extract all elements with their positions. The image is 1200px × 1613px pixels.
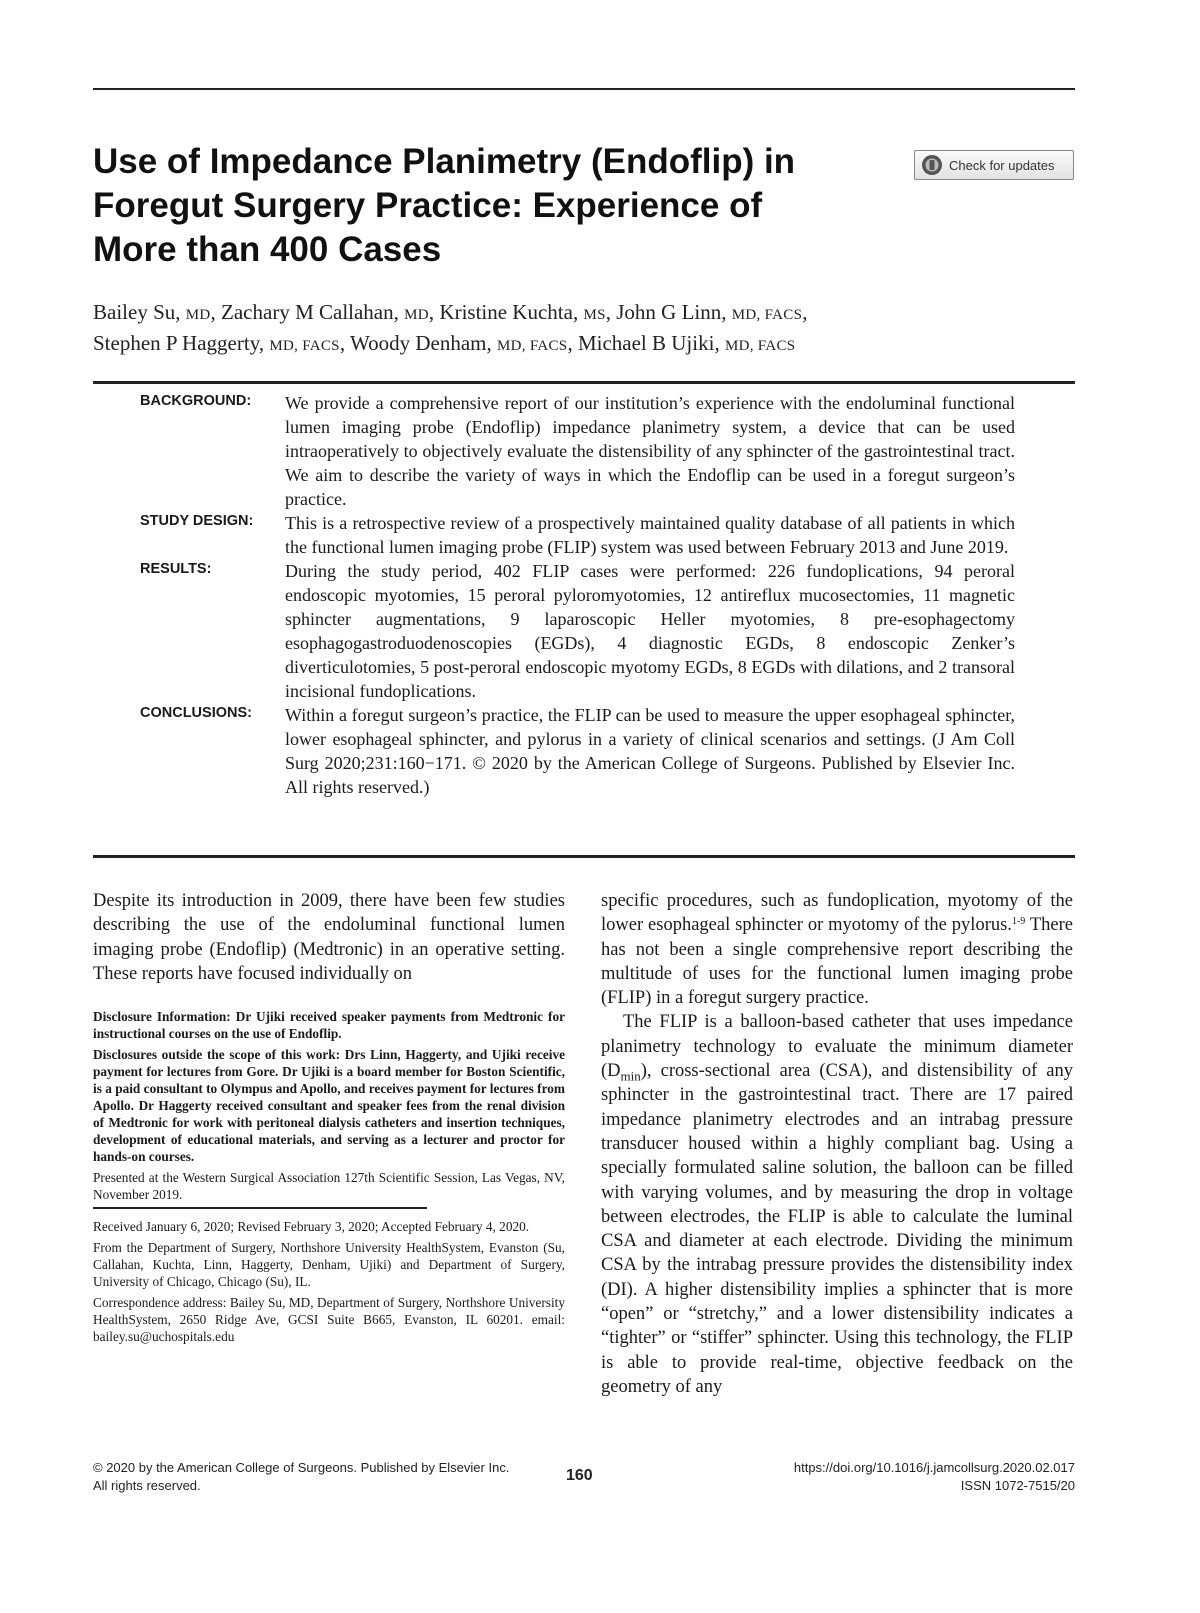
- outside-disclosure-note: Disclosures outside the scope of this work: Drs Linn, Haggerty, and Ujiki receive payment for lectures from Gore. Dr Ujiki is a board member for Boston Scientific, is a paid consultant to Olympus and Apollo, and receives payment for lectures from Apollo. Dr Haggerty received consultant and speaker fees from the renal division of Medtronic for work with peritoneal dialysis catheters and insertion techniques, development of educational materials, and serving as a lecturer and proctor for hands-on courses.: [93, 1047, 565, 1164]
- doi-link[interactable]: https://doi.org/10.1016/j.jamcollsurg.2020.02.017: [793, 1460, 1075, 1475]
- abstract-results: [140, 559, 1015, 703]
- author-name: Bailey Su: [93, 300, 176, 324]
- text-run: specific procedures, such as fundoplication, myotomy of the lower esophageal sphincter or myotomy of the pylorus.: [601, 891, 1073, 936]
- article-title: [93, 140, 893, 272]
- correspondence-note: Correspondence address: Bailey Su, MD, Department of Surgery, Northshore University HealthSystem, 2650 Ridge Ave, GCSI Suite B665, Evanston, IL 60201. email: bailey.su@uchospitals.edu: [93, 1295, 565, 1344]
- body-paragraph: Despite its introduction in 2009, there have been few studies describing the use of the endoluminal functional lumen imaging probe (Endoflip) (Medtronic) in an operative setting. These reports have focused individually on: [93, 891, 565, 984]
- abstract-label: CONCLUSIONS:: [140, 705, 252, 721]
- abstract-bottom-rule: [93, 855, 1075, 858]
- subscript-min: min: [620, 1068, 641, 1084]
- abstract-label: STUDY DESIGN:: [140, 513, 254, 529]
- author-degree: MD: [185, 307, 211, 323]
- presented-note: Presented at the Western Surgical Association 127th Scientific Session, Las Vegas, NV, November 2019.: [93, 1170, 565, 1202]
- footer-doi: [794, 1459, 1075, 1495]
- footer-copyright: [93, 1459, 509, 1495]
- abstract-study-design: [140, 511, 1015, 559]
- title-line: Foregut Surgery Practice: Experience of: [93, 186, 763, 225]
- issn-text: ISSN 1072-7515/20: [960, 1478, 1075, 1493]
- text-run: There has not been a single comprehensive report describing the multitude of uses for the functional lumen imaging probe (FLIP) in a foregut surgery practice.: [601, 915, 1073, 1009]
- check-for-updates-button[interactable]: [914, 150, 1074, 180]
- check-for-updates-label: Check for updates: [949, 157, 1055, 173]
- abstract-text: During the study period, 402 FLIP cases were performed: 226 fundoplications, 94 peroral endoscopic myotomies, 15 peroral pyloromyotomies, 12 antireflux mucosectomies, 11 magnetic sphincter augmentations, 9 laparoscopic Heller myotomies, 8 pre-esophagectomy esophagogastroduodenoscopies (EGDs), 4 diagnostic EGDs, 8 endoscopic Zenker’s diverticulotomies, 5 post-peroral endoscopic myotomy EGDs, 8 EGDs with dilations, and 2 transoral incisional fundoplications.: [285, 561, 1015, 701]
- title-line: Use of Impedance Planimetry (Endoflip) in: [93, 142, 796, 181]
- disclosure-note: Disclosure Information: Dr Ujiki received speaker payments from Medtronic for instructional courses on the use of Endoflip.: [93, 1009, 565, 1041]
- affiliation-note: From the Department of Surgery, Northshore University HealthSystem, Evanston (Su, Callahan, Kuchta, Linn, Haggerty, Denham, Ujiki) and Department of Surgery, University of Chicago, Chicago (Su), IL.: [93, 1240, 565, 1289]
- body-paragraph: [601, 889, 1073, 1010]
- abstract-conclusions: [140, 703, 1015, 799]
- author-degree: MD: [404, 307, 429, 323]
- header-rule: [93, 88, 1075, 90]
- footnotes: [93, 1008, 565, 1349]
- abstract-top-rule: [93, 381, 1075, 384]
- author-name: Stephen P Haggerty: [93, 331, 259, 355]
- text-run: ), cross-sectional area (CSA), and distensibility of any sphincter in the gastrointestinal tract. There are 17 paired impedance planimetry electrodes and an intrabag pressure transducer housed within a highly compliant bag. Using a specially formulated saline solution, the balloon can be filled with varying volumes, and by measuring the drop in voltage between electrodes, the FLIP is able to calculate the luminal CSA and diameter at each electrode. Dividing the minimum CSA by the intrabag pressure provides the distensibility index (DI). A higher distensibility implies a sphincter that is more “open” or “stretchy,” and a lower distensibility indicates a “tighter” or “stiffer” sphincter. Using this technology, the FLIP is able to provide real-time, objective feedback on the geometry of any: [601, 1061, 1073, 1397]
- author-list: [93, 298, 1093, 360]
- abstract-background: [140, 391, 1015, 511]
- abstract: [140, 391, 1015, 799]
- page-number: 160: [566, 1467, 593, 1484]
- author-name: Kristine Kuchta: [439, 300, 573, 324]
- author-degree: MD, FACS: [724, 338, 796, 354]
- author-degree: MD, FACS: [269, 338, 340, 354]
- text-run: The FLIP is a balloon-based catheter that uses impedance planimetry technology to evaluate the minimum diameter (D: [601, 1012, 1073, 1082]
- author-degree: MD, FACS: [496, 338, 568, 354]
- abstract-text: This is a retrospective review of a prospectively maintained quality database of all patients in which the functional lumen imaging probe (FLIP) system was used between February 2013 and June 2019.: [285, 513, 1015, 557]
- left-column: [93, 889, 565, 986]
- rights-text: All rights reserved.: [93, 1478, 201, 1493]
- received-note: Received January 6, 2020; Revised February 3, 2020; Accepted February 4, 2020.: [93, 1219, 530, 1234]
- author-line: Stephen P Haggerty, MD, FACS, Woody Denham, MD, FACS, Michael B Ujiki, MD, FACS: [93, 331, 796, 355]
- copyright-text: © 2020 by the American College of Surgeons. Published by Elsevier Inc.: [93, 1460, 510, 1475]
- title-line: More than 400 Cases: [93, 230, 442, 269]
- author-name: Michael B Ujiki: [577, 331, 715, 355]
- author-name: Woody Denham: [349, 331, 487, 355]
- reference-superscript: 1-9: [1011, 916, 1026, 928]
- author-name: Zachary M Callahan: [221, 300, 394, 324]
- right-column: [601, 889, 1073, 1399]
- author-degree: MD, FACS: [731, 307, 803, 323]
- abstract-text: Within a foregut surgeon’s practice, the FLIP can be used to measure the upper esophageal sphincter, lower esophageal sphincter, and pylorus in a variety of clinical scenarios and settings. (J Am Coll Surg 2020;231:160−171. © 2020 by the American College of Surgeons. Published by Elsevier Inc. All rights reserved.): [285, 705, 1015, 797]
- abstract-label: RESULTS:: [140, 561, 212, 577]
- author-degree: MS: [583, 307, 606, 323]
- body-paragraph: [601, 1010, 1073, 1399]
- abstract-text: We provide a comprehensive report of our institution’s experience with the endoluminal functional lumen imaging probe (Endoflip) impedance planimetry system, a device that can be used intraoperatively to objectively evaluate the distensibility of any sphincter of the gastrointestinal tract. We aim to describe the variety of ways in which the Endoflip can be used in a foregut surgeon’s practice.: [285, 393, 1015, 509]
- crossmark-icon: [921, 154, 943, 176]
- author-line: Bailey Su, MD, Zachary M Callahan, MD, Kristine Kuchta, MS, John G Linn, MD, FACS,: [93, 300, 808, 324]
- author-name: John G Linn: [616, 300, 722, 324]
- abstract-label: BACKGROUND:: [140, 393, 252, 409]
- footnote-divider: [93, 1207, 427, 1209]
